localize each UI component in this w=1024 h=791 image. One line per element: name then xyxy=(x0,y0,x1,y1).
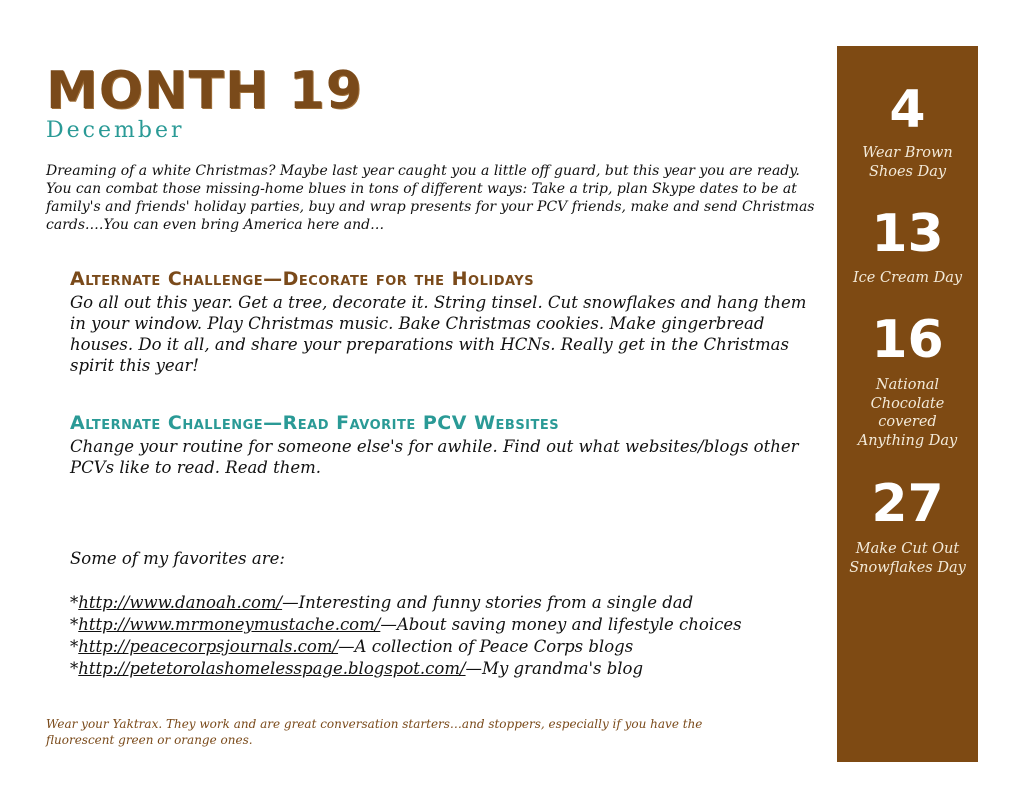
website-link[interactable]: http://peacecorpsjournals.com/ xyxy=(78,637,339,656)
favorites-list xyxy=(70,548,830,680)
month-name: December xyxy=(46,118,185,143)
list-item: *http://peacecorpsjournals.com/—A collection of Peace Corps blogs xyxy=(70,637,634,656)
list-item: *http://www.mrmoneymustache.com/—About saving money and lifestyle choices xyxy=(70,615,742,634)
intro-paragraph: Dreaming of a white Christmas? Maybe last year caught you a little off guard, but this year you are ready. You can combat those missing-home blues in tons of different ways: Take a trip, plan Skype dates to be at family's and friends' holiday parties, buy and wrap presents for your PCV friends, make and send Christmas cards.…You can even bring America here and… xyxy=(46,163,815,233)
day-label: Wear Brown Shoes Day xyxy=(862,145,953,180)
link-description: —My grandma's blog xyxy=(465,659,644,678)
day-number: 4 xyxy=(889,80,926,140)
footer-tip: Wear your Yaktrax. They work and are great conversation starters…and stoppers, especially if you have the fluorescent green or orange ones. xyxy=(46,717,703,747)
challenge-section-websites xyxy=(70,410,820,478)
day-number: 27 xyxy=(871,474,944,534)
website-link[interactable]: http://www.danoah.com/ xyxy=(78,593,283,612)
day-label: National Chocolate covered Anything Day xyxy=(857,377,958,449)
website-link[interactable]: http://www.mrmoneymustache.com/ xyxy=(78,615,381,634)
favorites-intro: Some of my favorites are: xyxy=(70,549,285,568)
challenge-body: Go all out this year. Get a tree, decorate it. String tinsel. Cut snowflakes and hang them in your window. Play Christmas music. Bake Christmas cookies. Make gingerbread houses. Do it all, and share your preparations with HCNs. Really get in the Christmas spirit this year! xyxy=(70,293,807,375)
challenge-body: Change your routine for someone else's for awhile. Find out what websites/blogs other PCVs like to read. Read them. xyxy=(70,437,799,477)
day-label: Make Cut Out Snowflakes Day xyxy=(849,541,966,576)
website-link[interactable]: http://petetorolashomelesspage.blogspot.com/ xyxy=(78,659,466,678)
challenge-heading: Alternate Challenge—Decorate for the Holidays xyxy=(70,268,535,290)
day-label: Ice Cream Day xyxy=(852,270,963,286)
link-description: —About saving money and lifestyle choices xyxy=(380,615,742,634)
day-number: 16 xyxy=(871,310,944,370)
link-description: —Interesting and funny stories from a single dad xyxy=(282,593,694,612)
page-title: MONTH 19 xyxy=(46,61,363,121)
link-description: —A collection of Peace Corps blogs xyxy=(338,637,634,656)
day-number: 13 xyxy=(871,204,944,264)
list-item: *http://petetorolashomelesspage.blogspot.com/—My grandma's blog xyxy=(70,659,644,678)
challenge-section-decorate xyxy=(70,266,820,376)
challenge-heading: Alternate Challenge—Read Favorite PCV Websites xyxy=(70,412,560,434)
holidays-sidebar xyxy=(837,46,978,762)
list-item: *http://www.danoah.com/—Interesting and funny stories from a single dad xyxy=(70,593,694,612)
